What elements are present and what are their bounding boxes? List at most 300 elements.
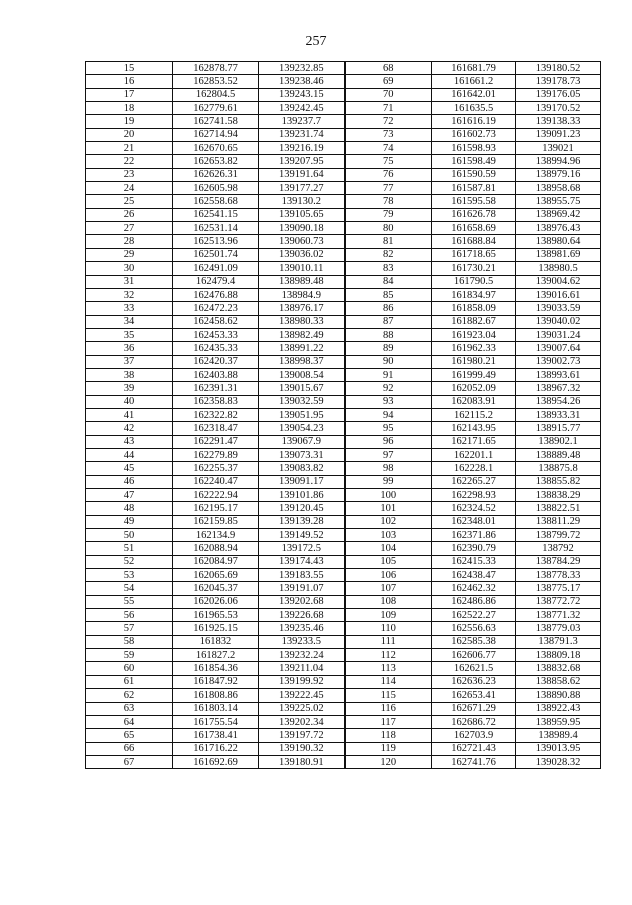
x-coordinate-cell: 162670.65 [173,142,259,155]
y-coordinate-cell: 139105.65 [259,208,345,221]
table-row [86,689,601,702]
x-coordinate-cell: 161598.93 [432,142,516,155]
y-coordinate-cell: 139004.62 [516,275,601,288]
point-number-cell: 20 [86,128,173,141]
x-coordinate-cell: 162531.14 [173,222,259,235]
y-coordinate-cell: 138967.32 [516,382,601,395]
point-number-cell: 26 [86,208,173,221]
y-coordinate-cell: 139091.23 [516,128,601,141]
point-number-cell: 38 [86,368,173,381]
y-coordinate-cell: 139013.95 [516,742,601,755]
x-coordinate-cell: 162721.43 [432,742,516,755]
table-row [86,102,601,115]
point-number-cell: 35 [86,328,173,341]
x-coordinate-cell: 162358.83 [173,395,259,408]
point-number-cell: 52 [86,555,173,568]
y-coordinate-cell: 139178.73 [516,75,601,88]
point-number-cell: 104 [345,542,432,555]
point-number-cell: 113 [345,662,432,675]
table-row [86,62,601,75]
x-coordinate-cell: 161681.79 [432,62,516,75]
point-number-cell: 48 [86,502,173,515]
point-number-cell: 93 [345,395,432,408]
table-row [86,342,601,355]
point-number-cell: 23 [86,168,173,181]
table-row [86,182,601,195]
x-coordinate-cell: 161626.78 [432,208,516,221]
y-coordinate-cell: 139226.68 [259,609,345,622]
y-coordinate-cell: 139232.24 [259,649,345,662]
x-coordinate-cell: 161882.67 [432,315,516,328]
x-coordinate-cell: 162045.37 [173,582,259,595]
table-row [86,115,601,128]
x-coordinate-cell: 161738.41 [173,729,259,742]
y-coordinate-cell: 138791.3 [516,635,601,648]
y-coordinate-cell: 139233.5 [259,635,345,648]
table-row [86,462,601,475]
point-number-cell: 28 [86,235,173,248]
x-coordinate-cell: 161847.92 [173,675,259,688]
x-coordinate-cell: 162159.85 [173,515,259,528]
x-coordinate-cell: 161803.14 [173,702,259,715]
page-number: 257 [305,34,327,49]
point-number-cell: 83 [345,262,432,275]
point-number-cell: 80 [345,222,432,235]
y-coordinate-cell: 138993.61 [516,368,601,381]
x-coordinate-cell: 162088.94 [173,542,259,555]
point-number-cell: 56 [86,609,173,622]
table-row [86,569,601,582]
point-number-cell: 75 [345,155,432,168]
x-coordinate-cell: 162636.23 [432,675,516,688]
y-coordinate-cell: 139040.02 [516,315,601,328]
y-coordinate-cell: 139015.67 [259,382,345,395]
y-coordinate-cell: 139211.04 [259,662,345,675]
x-coordinate-cell: 162714.94 [173,128,259,141]
x-coordinate-cell: 162606.77 [432,649,516,662]
y-coordinate-cell: 139177.27 [259,182,345,195]
x-coordinate-cell: 162686.72 [432,715,516,728]
y-coordinate-cell: 138969.42 [516,208,601,221]
x-coordinate-cell: 161730.21 [432,262,516,275]
x-coordinate-cell: 162195.17 [173,502,259,515]
y-coordinate-cell: 139202.68 [259,595,345,608]
x-coordinate-cell: 162026.06 [173,595,259,608]
x-coordinate-cell: 161808.86 [173,689,259,702]
point-number-cell: 95 [345,422,432,435]
y-coordinate-cell: 138890.88 [516,689,601,702]
y-coordinate-cell: 138979.16 [516,168,601,181]
point-number-cell: 27 [86,222,173,235]
x-coordinate-cell: 162255.37 [173,462,259,475]
table-row [86,288,601,301]
point-number-cell: 120 [345,755,432,768]
x-coordinate-cell: 162501.74 [173,248,259,261]
y-coordinate-cell: 139101.86 [259,489,345,502]
x-coordinate-cell: 162228.1 [432,462,516,475]
point-number-cell: 44 [86,448,173,461]
point-number-cell: 50 [86,529,173,542]
point-number-cell: 103 [345,529,432,542]
x-coordinate-cell: 162585.38 [432,635,516,648]
point-number-cell: 91 [345,368,432,381]
table-row [86,635,601,648]
point-number-cell: 32 [86,288,173,301]
x-coordinate-cell: 162084.97 [173,555,259,568]
y-coordinate-cell: 138989.4 [516,729,601,742]
table-row [86,595,601,608]
point-number-cell: 54 [86,582,173,595]
x-coordinate-cell: 161616.19 [432,115,516,128]
x-coordinate-cell: 162741.58 [173,115,259,128]
y-coordinate-cell: 139036.02 [259,248,345,261]
point-number-cell: 100 [345,489,432,502]
point-number-cell: 45 [86,462,173,475]
point-number-cell: 107 [345,582,432,595]
point-number-cell: 64 [86,715,173,728]
table-row [86,755,601,768]
x-coordinate-cell: 162653.82 [173,155,259,168]
y-coordinate-cell: 139021 [516,142,601,155]
table-row [86,75,601,88]
y-coordinate-cell: 139028.32 [516,755,601,768]
x-coordinate-cell: 162476.88 [173,288,259,301]
y-coordinate-cell: 139067.9 [259,435,345,448]
point-number-cell: 42 [86,422,173,435]
y-coordinate-cell: 138933.31 [516,408,601,421]
point-number-cell: 30 [86,262,173,275]
x-coordinate-cell: 162371.86 [432,529,516,542]
y-coordinate-cell: 139149.52 [259,529,345,542]
point-number-cell: 101 [345,502,432,515]
x-coordinate-cell: 162318.47 [173,422,259,435]
point-number-cell: 62 [86,689,173,702]
x-coordinate-cell: 161827.2 [173,649,259,662]
table-row [86,435,601,448]
x-coordinate-cell: 162878.77 [173,62,259,75]
y-coordinate-cell: 139120.45 [259,502,345,515]
y-coordinate-cell: 138980.5 [516,262,601,275]
table-row [86,529,601,542]
point-number-cell: 106 [345,569,432,582]
y-coordinate-cell: 139060.73 [259,235,345,248]
x-coordinate-cell: 162279.89 [173,448,259,461]
x-coordinate-cell: 162522.27 [432,609,516,622]
y-coordinate-cell: 139091.17 [259,475,345,488]
point-number-cell: 36 [86,342,173,355]
y-coordinate-cell: 139002.73 [516,355,601,368]
y-coordinate-cell: 138915.77 [516,422,601,435]
point-number-cell: 19 [86,115,173,128]
y-coordinate-cell: 138958.68 [516,182,601,195]
y-coordinate-cell: 138772.72 [516,595,601,608]
point-number-cell: 59 [86,649,173,662]
point-number-cell: 21 [86,142,173,155]
table-row [86,502,601,515]
table-row [86,128,601,141]
table-row [86,328,601,341]
point-number-cell: 70 [345,88,432,101]
y-coordinate-cell: 139010.11 [259,262,345,275]
point-number-cell: 37 [86,355,173,368]
table-row [86,622,601,635]
y-coordinate-cell: 139235.46 [259,622,345,635]
point-number-cell: 78 [345,195,432,208]
point-number-cell: 34 [86,315,173,328]
y-coordinate-cell: 139174.43 [259,555,345,568]
x-coordinate-cell: 161635.5 [432,102,516,115]
y-coordinate-cell: 139202.34 [259,715,345,728]
table-row [86,262,601,275]
table-row [86,355,601,368]
table-row [86,222,601,235]
x-coordinate-cell: 161858.09 [432,302,516,315]
table-row [86,142,601,155]
x-coordinate-cell: 161755.54 [173,715,259,728]
point-number-cell: 118 [345,729,432,742]
table-row [86,155,601,168]
point-number-cell: 111 [345,635,432,648]
point-number-cell: 90 [345,355,432,368]
x-coordinate-cell: 162348.01 [432,515,516,528]
point-number-cell: 65 [86,729,173,742]
x-coordinate-cell: 162558.68 [173,195,259,208]
x-coordinate-cell: 162779.61 [173,102,259,115]
table-row [86,248,601,261]
point-number-cell: 108 [345,595,432,608]
table-row [86,382,601,395]
table-row [86,702,601,715]
x-coordinate-cell: 162322.82 [173,408,259,421]
point-number-cell: 86 [345,302,432,315]
table-row [86,515,601,528]
x-coordinate-cell: 162403.88 [173,368,259,381]
table-row [86,235,601,248]
y-coordinate-cell: 139032.59 [259,395,345,408]
point-number-cell: 77 [345,182,432,195]
y-coordinate-cell: 139051.95 [259,408,345,421]
coordinates-table-body [86,62,601,769]
y-coordinate-cell: 138811.29 [516,515,601,528]
point-number-cell: 25 [86,195,173,208]
y-coordinate-cell: 138955.75 [516,195,601,208]
y-coordinate-cell: 139243.15 [259,88,345,101]
y-coordinate-cell: 138784.29 [516,555,601,568]
point-number-cell: 88 [345,328,432,341]
x-coordinate-cell: 162853.52 [173,75,259,88]
point-number-cell: 53 [86,569,173,582]
point-number-cell: 98 [345,462,432,475]
y-coordinate-cell: 139016.61 [516,288,601,301]
y-coordinate-cell: 139238.46 [259,75,345,88]
y-coordinate-cell: 139130.2 [259,195,345,208]
table-row [86,395,601,408]
y-coordinate-cell: 139191.07 [259,582,345,595]
x-coordinate-cell: 162291.47 [173,435,259,448]
coordinates-table [85,61,601,769]
y-coordinate-cell: 138976.17 [259,302,345,315]
x-coordinate-cell: 162458.62 [173,315,259,328]
x-coordinate-cell: 161965.53 [173,609,259,622]
point-number-cell: 31 [86,275,173,288]
x-coordinate-cell: 162621.5 [432,662,516,675]
x-coordinate-cell: 162115.2 [432,408,516,421]
y-coordinate-cell: 139083.82 [259,462,345,475]
x-coordinate-cell: 162453.33 [173,328,259,341]
x-coordinate-cell: 162462.32 [432,582,516,595]
y-coordinate-cell: 138922.43 [516,702,601,715]
point-number-cell: 29 [86,248,173,261]
table-row [86,489,601,502]
x-coordinate-cell: 162143.95 [432,422,516,435]
y-coordinate-cell: 138982.49 [259,328,345,341]
y-coordinate-cell: 139170.52 [516,102,601,115]
x-coordinate-cell: 161832 [173,635,259,648]
point-number-cell: 16 [86,75,173,88]
table-row [86,448,601,461]
y-coordinate-cell: 139199.92 [259,675,345,688]
point-number-cell: 39 [86,382,173,395]
x-coordinate-cell: 162491.09 [173,262,259,275]
y-coordinate-cell: 138991.22 [259,342,345,355]
y-coordinate-cell: 139176.05 [516,88,601,101]
point-number-cell: 33 [86,302,173,315]
x-coordinate-cell: 162420.37 [173,355,259,368]
point-number-cell: 116 [345,702,432,715]
point-number-cell: 51 [86,542,173,555]
y-coordinate-cell: 139216.19 [259,142,345,155]
y-coordinate-cell: 138799.72 [516,529,601,542]
x-coordinate-cell: 162671.29 [432,702,516,715]
x-coordinate-cell: 162804.5 [173,88,259,101]
y-coordinate-cell: 138976.43 [516,222,601,235]
point-number-cell: 66 [86,742,173,755]
point-number-cell: 47 [86,489,173,502]
table-row [86,675,601,688]
y-coordinate-cell: 138855.82 [516,475,601,488]
y-coordinate-cell: 139242.45 [259,102,345,115]
point-number-cell: 76 [345,168,432,181]
x-coordinate-cell: 161661.2 [432,75,516,88]
x-coordinate-cell: 161602.73 [432,128,516,141]
x-coordinate-cell: 162703.9 [432,729,516,742]
point-number-cell: 119 [345,742,432,755]
x-coordinate-cell: 162556.63 [432,622,516,635]
x-coordinate-cell: 162391.31 [173,382,259,395]
point-number-cell: 41 [86,408,173,421]
point-number-cell: 57 [86,622,173,635]
point-number-cell: 84 [345,275,432,288]
y-coordinate-cell: 139090.18 [259,222,345,235]
table-row [86,662,601,675]
x-coordinate-cell: 161595.58 [432,195,516,208]
x-coordinate-cell: 162486.86 [432,595,516,608]
point-number-cell: 89 [345,342,432,355]
x-coordinate-cell: 162415.33 [432,555,516,568]
point-number-cell: 15 [86,62,173,75]
table-row [86,715,601,728]
point-number-cell: 82 [345,248,432,261]
point-number-cell: 115 [345,689,432,702]
point-number-cell: 96 [345,435,432,448]
y-coordinate-cell: 138771.32 [516,609,601,622]
table-row [86,408,601,421]
point-number-cell: 55 [86,595,173,608]
y-coordinate-cell: 139183.55 [259,569,345,582]
table-row [86,422,601,435]
point-number-cell: 60 [86,662,173,675]
y-coordinate-cell: 138875.8 [516,462,601,475]
point-number-cell: 67 [86,755,173,768]
x-coordinate-cell: 162171.65 [432,435,516,448]
x-coordinate-cell: 161716.22 [173,742,259,755]
x-coordinate-cell: 161642.01 [432,88,516,101]
point-number-cell: 94 [345,408,432,421]
x-coordinate-cell: 162626.31 [173,168,259,181]
point-number-cell: 49 [86,515,173,528]
x-coordinate-cell: 161790.5 [432,275,516,288]
point-number-cell: 105 [345,555,432,568]
point-number-cell: 61 [86,675,173,688]
x-coordinate-cell: 162479.4 [173,275,259,288]
x-coordinate-cell: 162541.15 [173,208,259,221]
y-coordinate-cell: 138832.68 [516,662,601,675]
y-coordinate-cell: 139222.45 [259,689,345,702]
table-row [86,555,601,568]
y-coordinate-cell: 139237.7 [259,115,345,128]
point-number-cell: 79 [345,208,432,221]
x-coordinate-cell: 161692.69 [173,755,259,768]
y-coordinate-cell: 139073.31 [259,448,345,461]
point-number-cell: 73 [345,128,432,141]
x-coordinate-cell: 161980.21 [432,355,516,368]
y-coordinate-cell: 138984.9 [259,288,345,301]
x-coordinate-cell: 161658.69 [432,222,516,235]
table-row [86,302,601,315]
point-number-cell: 58 [86,635,173,648]
x-coordinate-cell: 161962.33 [432,342,516,355]
point-number-cell: 24 [86,182,173,195]
y-coordinate-cell: 139180.52 [516,62,601,75]
point-number-cell: 71 [345,102,432,115]
y-coordinate-cell: 139138.33 [516,115,601,128]
y-coordinate-cell: 139232.85 [259,62,345,75]
point-number-cell: 68 [345,62,432,75]
x-coordinate-cell: 162741.76 [432,755,516,768]
point-number-cell: 69 [345,75,432,88]
x-coordinate-cell: 162324.52 [432,502,516,515]
table-row [86,195,601,208]
x-coordinate-cell: 161587.81 [432,182,516,195]
table-row [86,649,601,662]
point-number-cell: 114 [345,675,432,688]
x-coordinate-cell: 162472.23 [173,302,259,315]
point-number-cell: 63 [86,702,173,715]
y-coordinate-cell: 139207.95 [259,155,345,168]
y-coordinate-cell: 138981.69 [516,248,601,261]
y-coordinate-cell: 139180.91 [259,755,345,768]
point-number-cell: 102 [345,515,432,528]
y-coordinate-cell: 139008.54 [259,368,345,381]
x-coordinate-cell: 161999.49 [432,368,516,381]
y-coordinate-cell: 138998.37 [259,355,345,368]
point-number-cell: 22 [86,155,173,168]
y-coordinate-cell: 138779.03 [516,622,601,635]
x-coordinate-cell: 161925.15 [173,622,259,635]
table-row [86,275,601,288]
x-coordinate-cell: 161718.65 [432,248,516,261]
table-row [86,208,601,221]
